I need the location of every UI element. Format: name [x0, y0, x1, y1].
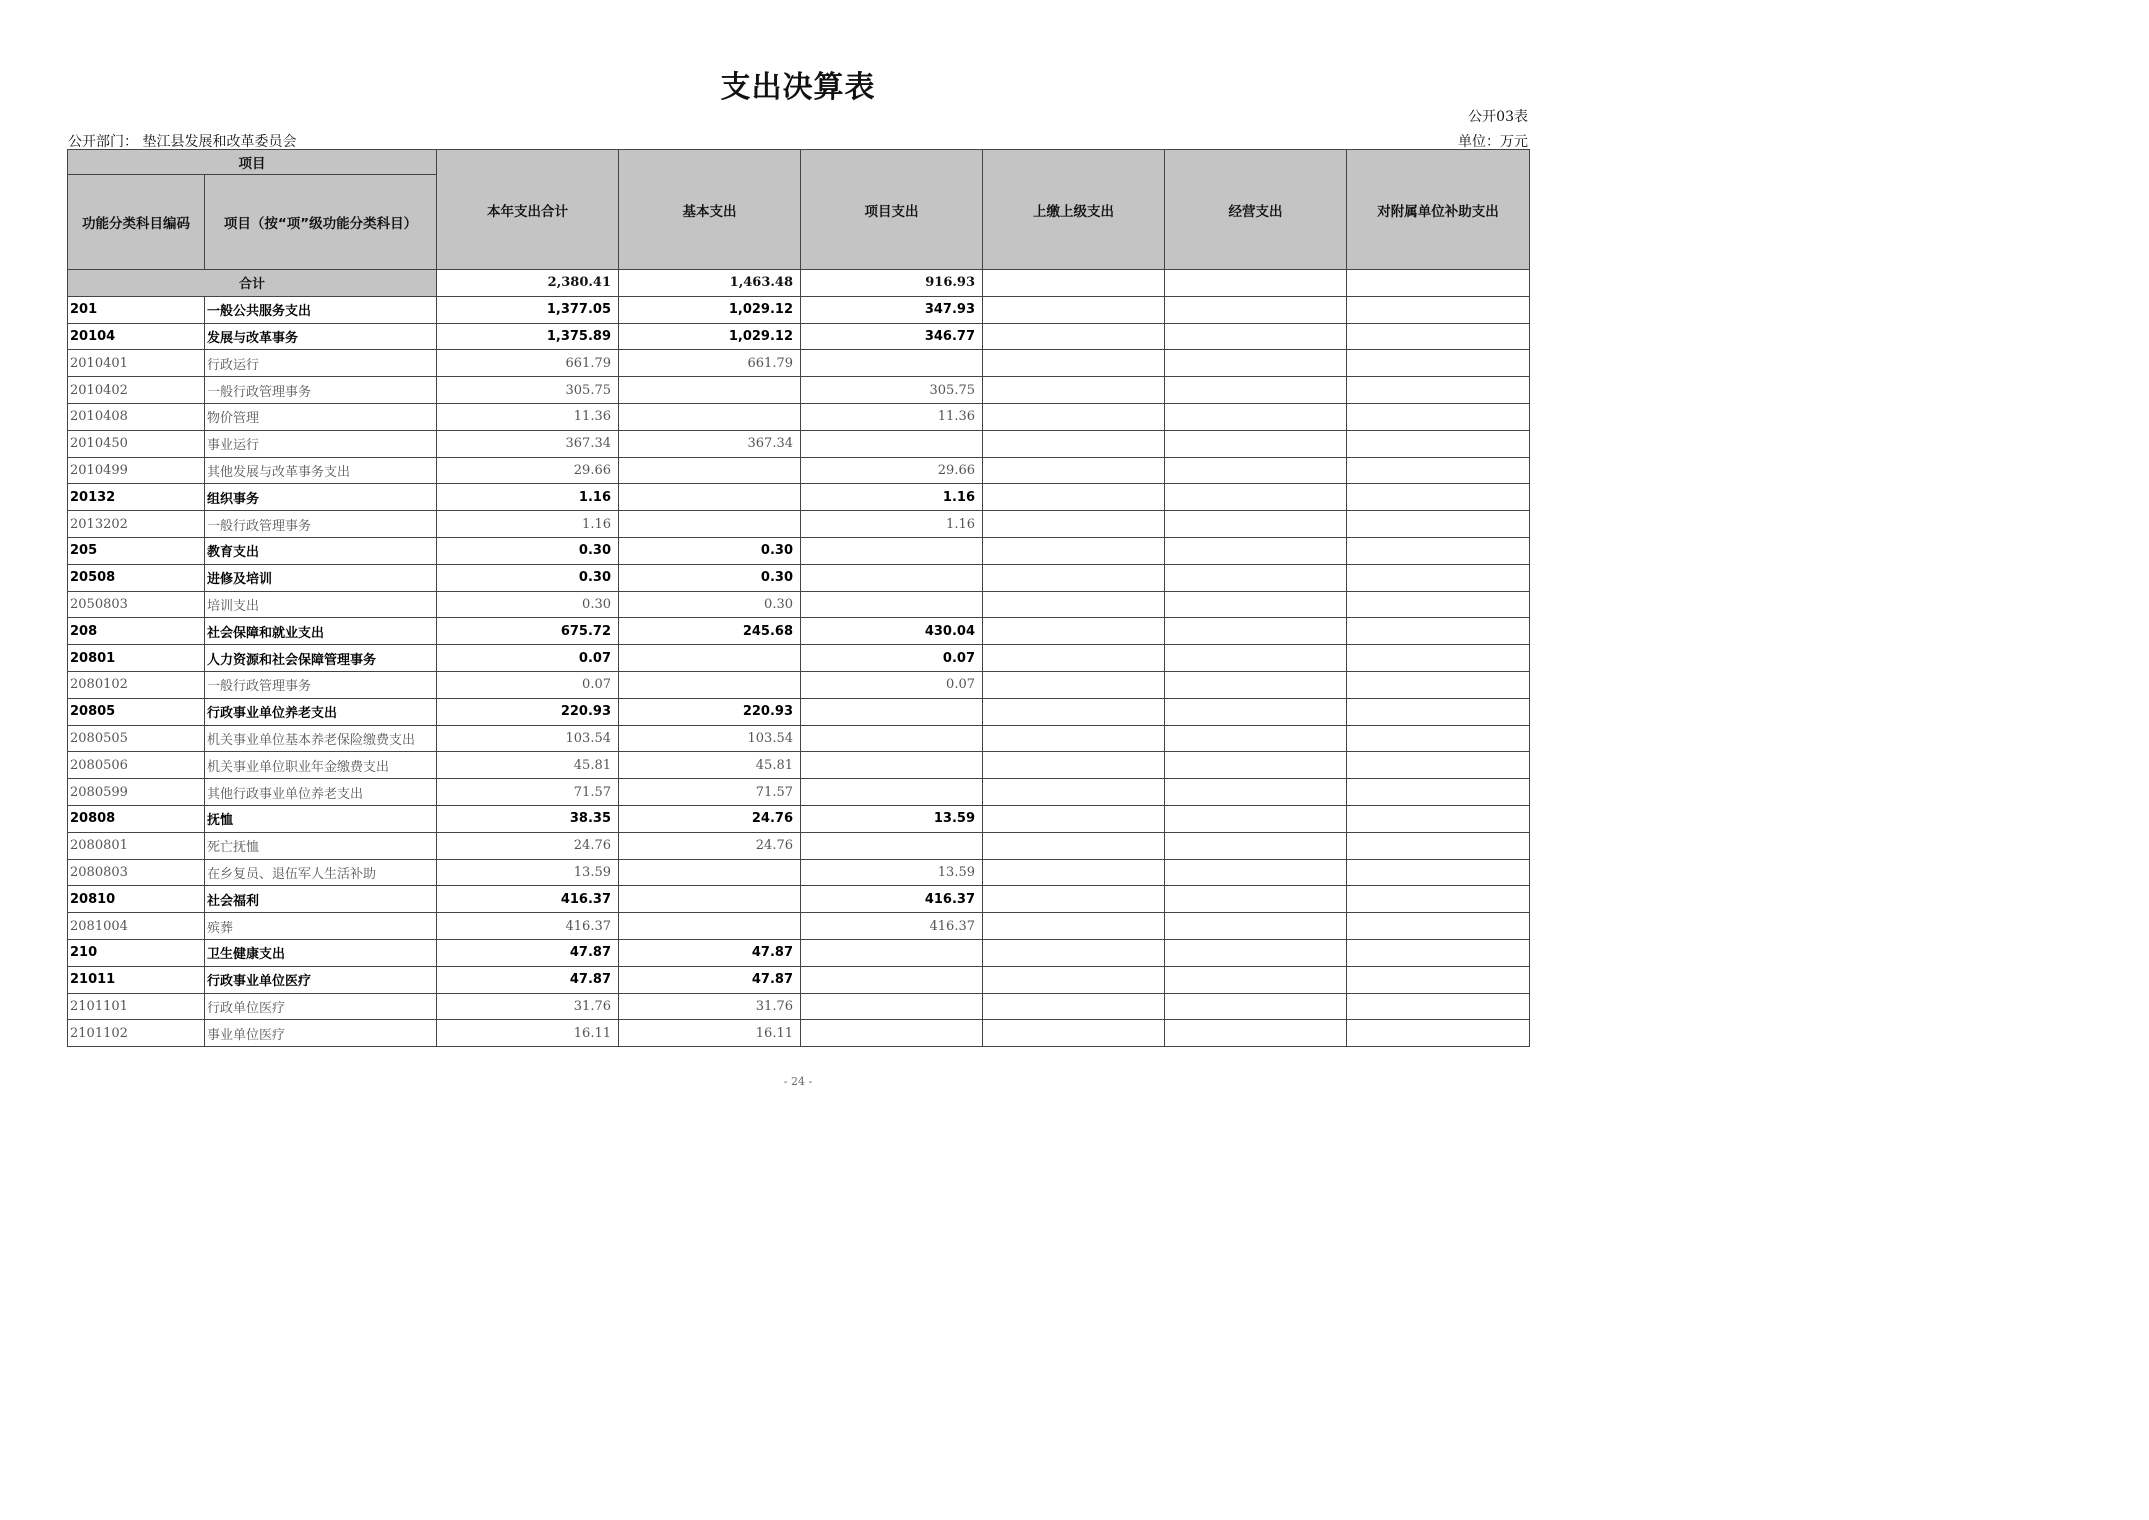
business-cell — [1165, 430, 1347, 457]
project-cell: 430.04 — [801, 618, 983, 645]
code-cell: 2080803 — [68, 859, 205, 886]
basic-cell: 71.57 — [619, 779, 801, 806]
upper-cell — [983, 671, 1165, 698]
business-cell — [1165, 457, 1347, 484]
project-cell — [801, 430, 983, 457]
basic-cell — [619, 377, 801, 404]
table-row — [68, 859, 1530, 886]
page-number: - 24 - — [783, 1075, 813, 1088]
name-cell: 死亡抚恤 — [205, 832, 437, 859]
name-cell: 人力资源和社会保障管理事务 — [205, 645, 437, 672]
business-cell — [1165, 966, 1347, 993]
project-cell — [801, 1020, 983, 1047]
code-cell: 20508 — [68, 564, 205, 591]
code-cell: 20805 — [68, 698, 205, 725]
table-number: 公开03表 — [1468, 109, 1528, 125]
subsidy-cell — [1347, 403, 1530, 430]
upper-cell — [983, 832, 1165, 859]
upper-cell — [983, 939, 1165, 966]
table-row — [68, 886, 1530, 913]
upper-cell — [983, 725, 1165, 752]
subsidy-cell — [1347, 939, 1530, 966]
basic-cell: 1,463.48 — [619, 270, 801, 297]
name-cell: 行政运行 — [205, 350, 437, 377]
total-cell: 29.66 — [437, 457, 619, 484]
upper-cell — [983, 966, 1165, 993]
table-row — [68, 725, 1530, 752]
name-cell: 组织事务 — [205, 484, 437, 511]
basic-cell: 24.76 — [619, 832, 801, 859]
subsidy-cell — [1347, 618, 1530, 645]
table-row — [68, 752, 1530, 779]
total-cell: 1,377.05 — [437, 296, 619, 323]
expenditure-table — [67, 149, 1530, 1047]
code-cell: 20132 — [68, 484, 205, 511]
header-total: 本年支出合计 — [437, 150, 619, 270]
upper-cell — [983, 913, 1165, 940]
code-cell: 210 — [68, 939, 205, 966]
basic-cell — [619, 403, 801, 430]
upper-cell — [983, 805, 1165, 832]
subsidy-cell — [1347, 296, 1530, 323]
project-cell — [801, 993, 983, 1020]
project-cell — [801, 537, 983, 564]
subsidy-cell — [1347, 698, 1530, 725]
subsidy-cell — [1347, 832, 1530, 859]
upper-cell — [983, 564, 1165, 591]
basic-cell: 31.76 — [619, 993, 801, 1020]
header-business: 经营支出 — [1165, 150, 1347, 270]
basic-cell: 661.79 — [619, 350, 801, 377]
code-cell: 2013202 — [68, 511, 205, 538]
business-cell — [1165, 618, 1347, 645]
subsidy-cell — [1347, 805, 1530, 832]
subsidy-cell — [1347, 377, 1530, 404]
basic-cell — [619, 457, 801, 484]
project-cell: 11.36 — [801, 403, 983, 430]
table-row — [68, 618, 1530, 645]
basic-cell: 220.93 — [619, 698, 801, 725]
subsidy-cell — [1347, 966, 1530, 993]
table-row — [68, 457, 1530, 484]
business-cell — [1165, 805, 1347, 832]
subsidy-cell — [1347, 886, 1530, 913]
business-cell — [1165, 725, 1347, 752]
total-cell: 16.11 — [437, 1020, 619, 1047]
name-cell: 其他发展与改革事务支出 — [205, 457, 437, 484]
code-cell: 2080599 — [68, 779, 205, 806]
upper-cell — [983, 591, 1165, 618]
total-cell: 675.72 — [437, 618, 619, 645]
basic-cell — [619, 671, 801, 698]
business-cell — [1165, 511, 1347, 538]
code-cell: 2010402 — [68, 377, 205, 404]
code-cell: 2080506 — [68, 752, 205, 779]
total-cell: 38.35 — [437, 805, 619, 832]
project-cell: 416.37 — [801, 913, 983, 940]
business-cell — [1165, 403, 1347, 430]
business-cell — [1165, 377, 1347, 404]
upper-cell — [983, 484, 1165, 511]
basic-cell: 47.87 — [619, 939, 801, 966]
project-cell: 305.75 — [801, 377, 983, 404]
basic-cell: 1,029.12 — [619, 296, 801, 323]
upper-cell — [983, 403, 1165, 430]
name-cell: 一般公共服务支出 — [205, 296, 437, 323]
business-cell — [1165, 886, 1347, 913]
total-cell: 71.57 — [437, 779, 619, 806]
subsidy-cell — [1347, 430, 1530, 457]
header-basic: 基本支出 — [619, 150, 801, 270]
business-cell — [1165, 323, 1347, 350]
table-row — [68, 645, 1530, 672]
subsidy-cell — [1347, 1020, 1530, 1047]
unit-label: 单位：万元 — [1458, 134, 1528, 150]
name-cell: 卫生健康支出 — [205, 939, 437, 966]
business-cell — [1165, 591, 1347, 618]
subsidy-cell — [1347, 591, 1530, 618]
total-cell: 0.07 — [437, 671, 619, 698]
name-cell: 事业运行 — [205, 430, 437, 457]
department-label: 公开部门： 垫江县发展和改革委员会 — [68, 134, 297, 150]
upper-cell — [983, 457, 1165, 484]
code-cell: 2050803 — [68, 591, 205, 618]
project-cell: 0.07 — [801, 645, 983, 672]
business-cell — [1165, 1020, 1347, 1047]
table-row — [68, 537, 1530, 564]
table-row — [68, 350, 1530, 377]
business-cell — [1165, 296, 1347, 323]
project-cell: 346.77 — [801, 323, 983, 350]
table-row — [68, 296, 1530, 323]
name-cell: 培训支出 — [205, 591, 437, 618]
basic-cell: 24.76 — [619, 805, 801, 832]
business-cell — [1165, 939, 1347, 966]
upper-cell — [983, 1020, 1165, 1047]
upper-cell — [983, 270, 1165, 297]
total-cell: 367.34 — [437, 430, 619, 457]
table-row — [68, 403, 1530, 430]
upper-cell — [983, 859, 1165, 886]
subsidy-cell — [1347, 457, 1530, 484]
total-cell: 0.30 — [437, 591, 619, 618]
project-cell — [801, 591, 983, 618]
name-cell: 行政单位医疗 — [205, 993, 437, 1020]
subsidy-cell — [1347, 645, 1530, 672]
total-row — [68, 270, 1530, 297]
code-cell: 2010401 — [68, 350, 205, 377]
name-cell: 一般行政管理事务 — [205, 511, 437, 538]
basic-cell: 103.54 — [619, 725, 801, 752]
name-cell: 机关事业单位基本养老保险缴费支出 — [205, 725, 437, 752]
total-label: 合计 — [68, 270, 437, 297]
total-cell: 0.07 — [437, 645, 619, 672]
upper-cell — [983, 618, 1165, 645]
upper-cell — [983, 511, 1165, 538]
project-cell — [801, 779, 983, 806]
project-cell — [801, 939, 983, 966]
business-cell — [1165, 484, 1347, 511]
code-cell: 2010499 — [68, 457, 205, 484]
code-cell: 20801 — [68, 645, 205, 672]
subsidy-cell — [1347, 564, 1530, 591]
table-row — [68, 484, 1530, 511]
project-cell — [801, 752, 983, 779]
name-cell: 社会福利 — [205, 886, 437, 913]
project-cell — [801, 832, 983, 859]
total-cell: 661.79 — [437, 350, 619, 377]
upper-cell — [983, 752, 1165, 779]
name-cell: 行政事业单位医疗 — [205, 966, 437, 993]
table-row — [68, 564, 1530, 591]
code-cell: 2081004 — [68, 913, 205, 940]
code-cell: 2010450 — [68, 430, 205, 457]
header-subsidy: 对附属单位补助支出 — [1347, 150, 1530, 270]
business-cell — [1165, 645, 1347, 672]
total-cell: 47.87 — [437, 966, 619, 993]
project-cell — [801, 350, 983, 377]
total-cell: 45.81 — [437, 752, 619, 779]
table-row — [68, 430, 1530, 457]
table-row — [68, 966, 1530, 993]
upper-cell — [983, 430, 1165, 457]
upper-cell — [983, 886, 1165, 913]
table-row — [68, 591, 1530, 618]
total-cell: 11.36 — [437, 403, 619, 430]
table-row — [68, 511, 1530, 538]
name-cell: 一般行政管理事务 — [205, 671, 437, 698]
basic-cell: 0.30 — [619, 537, 801, 564]
code-cell: 2080102 — [68, 671, 205, 698]
table-row — [68, 671, 1530, 698]
project-cell: 0.07 — [801, 671, 983, 698]
name-cell: 殡葬 — [205, 913, 437, 940]
table-row — [68, 323, 1530, 350]
code-cell: 20104 — [68, 323, 205, 350]
subsidy-cell — [1347, 484, 1530, 511]
table-row — [68, 913, 1530, 940]
header-name: 项目（按“项”级功能分类科目） — [205, 175, 437, 270]
total-cell: 47.87 — [437, 939, 619, 966]
business-cell — [1165, 564, 1347, 591]
total-cell: 220.93 — [437, 698, 619, 725]
page-title: 支出决算表 — [720, 70, 876, 105]
table-row — [68, 993, 1530, 1020]
table-row — [68, 698, 1530, 725]
code-cell: 2010408 — [68, 403, 205, 430]
business-cell — [1165, 270, 1347, 297]
name-cell: 教育支出 — [205, 537, 437, 564]
table-row — [68, 939, 1530, 966]
name-cell: 其他行政事业单位养老支出 — [205, 779, 437, 806]
upper-cell — [983, 645, 1165, 672]
name-cell: 一般行政管理事务 — [205, 377, 437, 404]
total-cell: 305.75 — [437, 377, 619, 404]
table-row — [68, 805, 1530, 832]
code-cell: 2080801 — [68, 832, 205, 859]
code-cell: 2101101 — [68, 993, 205, 1020]
basic-cell — [619, 913, 801, 940]
subsidy-cell — [1347, 671, 1530, 698]
table-row — [68, 377, 1530, 404]
basic-cell: 1,029.12 — [619, 323, 801, 350]
basic-cell — [619, 511, 801, 538]
basic-cell — [619, 886, 801, 913]
total-cell: 416.37 — [437, 913, 619, 940]
project-cell — [801, 966, 983, 993]
upper-cell — [983, 698, 1165, 725]
project-cell: 1.16 — [801, 484, 983, 511]
total-cell: 1.16 — [437, 484, 619, 511]
basic-cell: 45.81 — [619, 752, 801, 779]
business-cell — [1165, 832, 1347, 859]
basic-cell: 367.34 — [619, 430, 801, 457]
subsidy-cell — [1347, 779, 1530, 806]
subsidy-cell — [1347, 350, 1530, 377]
code-cell: 208 — [68, 618, 205, 645]
subsidy-cell — [1347, 993, 1530, 1020]
basic-cell: 47.87 — [619, 966, 801, 993]
subsidy-cell — [1347, 323, 1530, 350]
project-cell: 916.93 — [801, 270, 983, 297]
business-cell — [1165, 350, 1347, 377]
business-cell — [1165, 859, 1347, 886]
project-cell — [801, 698, 983, 725]
table-row — [68, 1020, 1530, 1047]
name-cell: 发展与改革事务 — [205, 323, 437, 350]
name-cell: 事业单位医疗 — [205, 1020, 437, 1047]
subsidy-cell — [1347, 913, 1530, 940]
name-cell: 机关事业单位职业年金缴费支出 — [205, 752, 437, 779]
total-cell: 1,375.89 — [437, 323, 619, 350]
header-item: 项目 — [68, 150, 437, 175]
subsidy-cell — [1347, 752, 1530, 779]
header-project: 项目支出 — [801, 150, 983, 270]
header-code: 功能分类科目编码 — [68, 175, 205, 270]
code-cell: 20810 — [68, 886, 205, 913]
total-cell: 24.76 — [437, 832, 619, 859]
project-cell — [801, 725, 983, 752]
upper-cell — [983, 296, 1165, 323]
header-upper: 上缴上级支出 — [983, 150, 1165, 270]
project-cell — [801, 564, 983, 591]
total-cell: 2,380.41 — [437, 270, 619, 297]
table-body — [68, 270, 1530, 1047]
upper-cell — [983, 779, 1165, 806]
project-cell: 347.93 — [801, 296, 983, 323]
business-cell — [1165, 993, 1347, 1020]
basic-cell: 0.30 — [619, 591, 801, 618]
basic-cell — [619, 859, 801, 886]
business-cell — [1165, 671, 1347, 698]
code-cell: 20808 — [68, 805, 205, 832]
code-cell: 2101102 — [68, 1020, 205, 1047]
basic-cell: 0.30 — [619, 564, 801, 591]
total-cell: 0.30 — [437, 564, 619, 591]
basic-cell: 245.68 — [619, 618, 801, 645]
project-cell: 29.66 — [801, 457, 983, 484]
basic-cell — [619, 484, 801, 511]
subsidy-cell — [1347, 859, 1530, 886]
basic-cell: 16.11 — [619, 1020, 801, 1047]
table-row — [68, 779, 1530, 806]
name-cell: 社会保障和就业支出 — [205, 618, 437, 645]
table-row — [68, 832, 1530, 859]
subsidy-cell — [1347, 270, 1530, 297]
project-cell: 416.37 — [801, 886, 983, 913]
name-cell: 进修及培训 — [205, 564, 437, 591]
code-cell: 201 — [68, 296, 205, 323]
project-cell: 13.59 — [801, 805, 983, 832]
project-cell: 1.16 — [801, 511, 983, 538]
total-cell: 103.54 — [437, 725, 619, 752]
project-cell: 13.59 — [801, 859, 983, 886]
name-cell: 在乡复员、退伍军人生活补助 — [205, 859, 437, 886]
code-cell: 205 — [68, 537, 205, 564]
total-cell: 416.37 — [437, 886, 619, 913]
upper-cell — [983, 537, 1165, 564]
subsidy-cell — [1347, 537, 1530, 564]
subsidy-cell — [1347, 511, 1530, 538]
total-cell: 0.30 — [437, 537, 619, 564]
upper-cell — [983, 993, 1165, 1020]
name-cell: 抚恤 — [205, 805, 437, 832]
business-cell — [1165, 537, 1347, 564]
business-cell — [1165, 779, 1347, 806]
table-header — [68, 150, 1530, 270]
business-cell — [1165, 698, 1347, 725]
total-cell: 31.76 — [437, 993, 619, 1020]
name-cell: 物价管理 — [205, 403, 437, 430]
name-cell: 行政事业单位养老支出 — [205, 698, 437, 725]
upper-cell — [983, 323, 1165, 350]
business-cell — [1165, 913, 1347, 940]
code-cell: 21011 — [68, 966, 205, 993]
upper-cell — [983, 377, 1165, 404]
business-cell — [1165, 752, 1347, 779]
total-cell: 1.16 — [437, 511, 619, 538]
upper-cell — [983, 350, 1165, 377]
code-cell: 2080505 — [68, 725, 205, 752]
basic-cell — [619, 645, 801, 672]
subsidy-cell — [1347, 725, 1530, 752]
total-cell: 13.59 — [437, 859, 619, 886]
